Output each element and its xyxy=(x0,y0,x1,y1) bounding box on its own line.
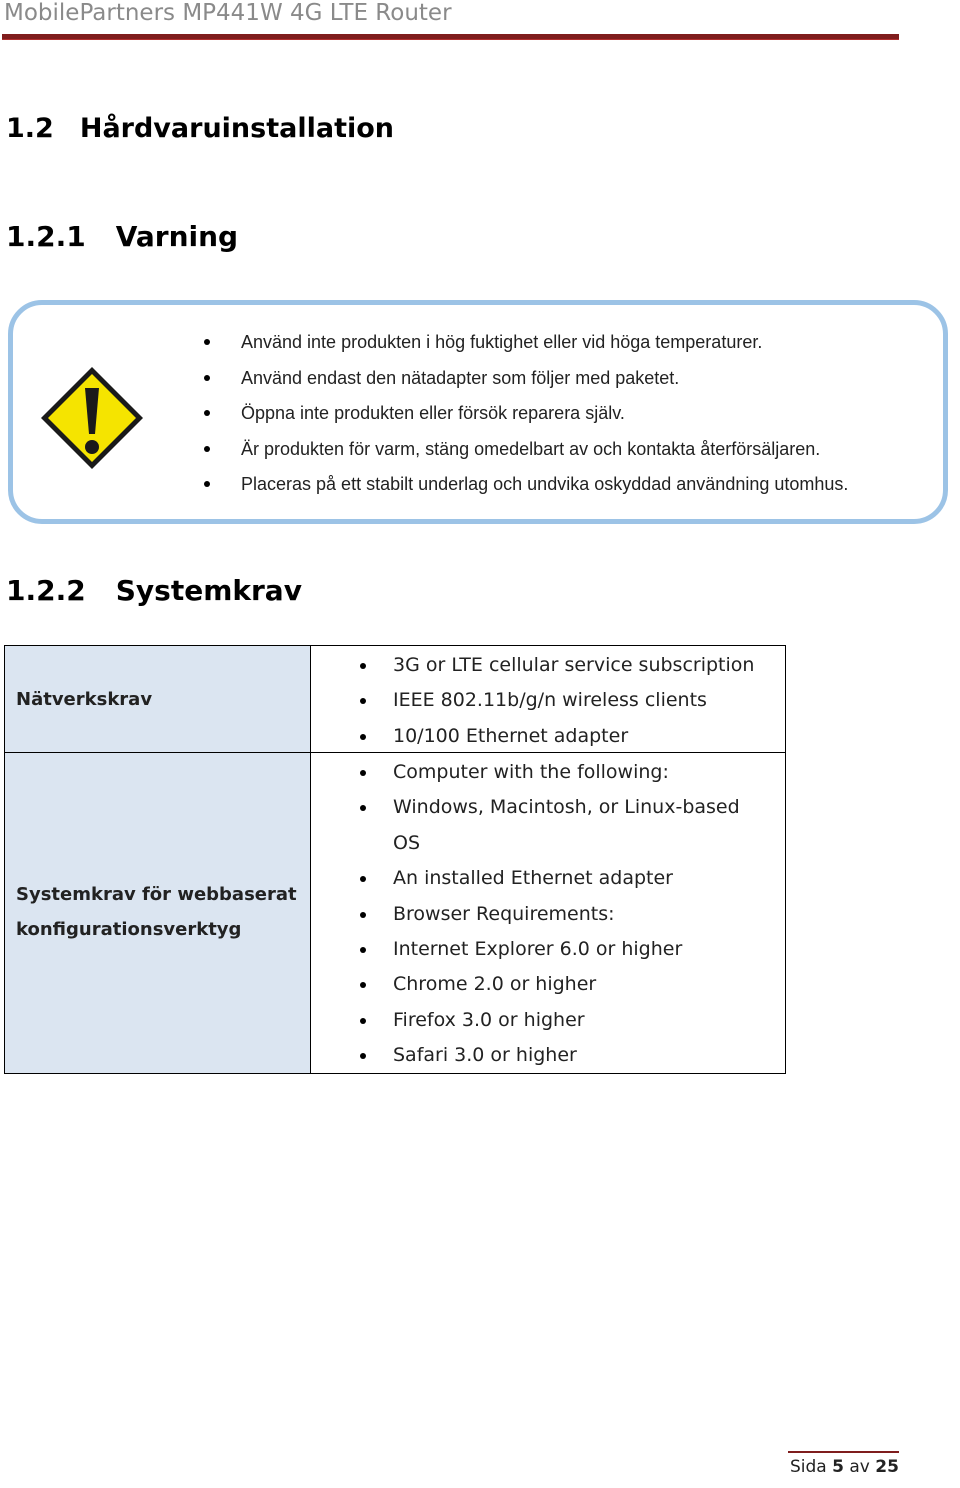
requirement-item: Firefox 3.0 or higher xyxy=(311,1003,740,1038)
requirement-item: Internet Explorer 6.0 or higher xyxy=(311,932,740,967)
document-header-title: MobilePartners MP441W 4G LTE Router xyxy=(4,0,452,26)
requirements-table xyxy=(4,645,786,1074)
label-line: Systemkrav för webbaserat xyxy=(16,884,297,905)
total-pages: 25 xyxy=(875,1457,899,1477)
requirement-item: Browser Requirements: xyxy=(311,897,740,932)
requirement-item: Windows, Macintosh, or Linux-based xyxy=(311,790,740,825)
warning-item: Använd inte produkten i hög fuktighet eller vid höga temperaturer. xyxy=(204,326,848,362)
footer-divider xyxy=(788,1451,899,1453)
web-config-requirements-label-cell xyxy=(5,753,311,1073)
requirement-item: An installed Ethernet adapter xyxy=(311,861,740,896)
section-title: Hårdvaruinstallation xyxy=(79,113,394,144)
requirement-item: Safari 3.0 or higher xyxy=(311,1038,740,1073)
warning-item: Är produkten för varm, stäng omedelbart av och kontakta återförsäljaren. xyxy=(204,433,848,469)
requirement-item: 10/100 Ethernet adapter xyxy=(311,719,754,754)
warning-item: Använd endast den nätadapter som följer med paketet. xyxy=(204,362,848,398)
warning-list xyxy=(204,326,848,504)
web-config-requirements-cell xyxy=(311,753,785,1073)
of-label: av xyxy=(849,1457,870,1477)
warning-item: Öppna inte produkten eller försök reparera själv. xyxy=(204,397,848,433)
page-number xyxy=(790,1457,899,1477)
requirements-section-title: Systemkrav xyxy=(115,574,302,607)
page-label: Sida xyxy=(790,1457,827,1477)
section-heading xyxy=(6,113,394,144)
requirement-item: Computer with the following: xyxy=(311,755,740,790)
web-config-requirements-label xyxy=(16,877,297,947)
requirement-item: 3G or LTE cellular service subscription xyxy=(311,648,754,683)
current-page: 5 xyxy=(832,1457,844,1477)
network-requirements-label: Nätverkskrav xyxy=(16,689,153,710)
network-requirements-label-cell xyxy=(5,646,311,753)
requirement-item: IEEE 802.11b/g/n wireless clients xyxy=(311,683,754,718)
warning-sign-icon xyxy=(38,364,146,472)
requirement-item-continuation: OS xyxy=(393,831,421,854)
warning-section-number: 1.2.1 xyxy=(6,220,86,253)
requirements-section-number: 1.2.2 xyxy=(6,574,86,607)
label-line: konfigurationsverktyg xyxy=(16,919,242,940)
header-divider xyxy=(2,34,899,39)
warning-item: Placeras på ett stabilt underlag och undvika oskyddad användning utomhus. xyxy=(204,468,848,504)
requirement-item: Chrome 2.0 or higher xyxy=(311,967,740,1002)
warning-section-title: Varning xyxy=(115,220,239,253)
warning-heading xyxy=(6,220,238,253)
web-config-requirements-list xyxy=(311,755,740,1074)
requirements-heading xyxy=(6,574,302,607)
network-requirements-list xyxy=(311,648,754,754)
section-number: 1.2 xyxy=(6,113,54,144)
network-requirements-cell xyxy=(311,646,785,753)
